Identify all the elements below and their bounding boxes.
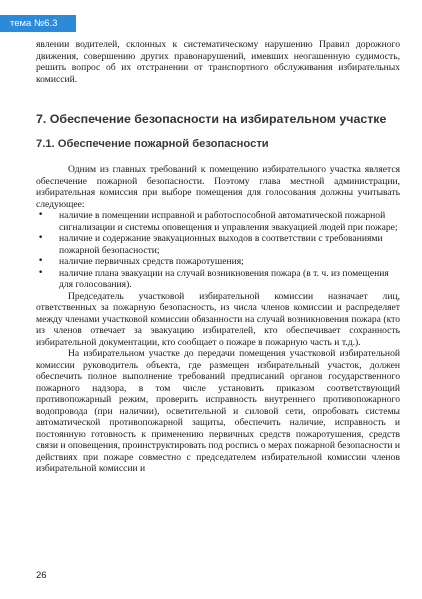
page-content (36, 39, 400, 475)
body-paragraph: На избирательном участке до передачи помещения участковой избирательной комиссии руководитель объекта, где размещен избирательный участок, должен обеспечить полное выполнение требований предписаний органов государственного пожарного надзора, в том числе установить приказом соответствующий противопожарный режим, проверить исправность внутреннего противопожарного водопровода (при наличии), осветительной и силовой сети, опробовать системы автоматической противопожарной защиты, обеспечить наличие, исправность и постоянную готовность к применению первичных средств пожаротушения, средств связи и оповещения, проинструктировать под роспись о мерах пожарной безопасности и действиях при пожаре совместно с председателем избирательной комиссии членов избирательной комиссии и (36, 348, 400, 474)
bullet-icon: • (38, 256, 44, 266)
list-item (36, 268, 400, 291)
intro-paragraph: явлении водителей, склонных к систематическому нарушению Правил дорожного движения, совершению других правонарушений, имевших неогашенную судимость, решить вопрос об их отстранении от транспортного обслуживания избирательных комиссий. (36, 39, 400, 85)
topic-tab: тема №6.3 (0, 15, 76, 32)
list-item (36, 210, 400, 233)
body-paragraph: Одним из главных требований к помещению избирательного участка является обеспечение пожарной безопасности. Поэтому глава местной администрации, избирательная комиссия при выборе помещения для голосования должны учитывать следующее: (36, 164, 400, 210)
section-title: 7. Обеспечение безопасности на избирательном участке (36, 112, 387, 126)
list-item (36, 256, 400, 268)
subsection-title: 7.1. Обеспечение пожарной безопасности (36, 138, 269, 150)
body-paragraph: Председатель участковой избирательной комиссии назначает лиц, ответственных за пожарную безопасность, из числа членов комиссии и распределяет между членами участковой комиссии обязанности на случай возникновения пожара (кто из членов отвечает за эвакуацию избирателей, кто обеспечивает сохранность избирательной документации, кто сообщает о пожаре в пожарную часть и т.д.). (36, 290, 400, 348)
list-item-text: наличие и содержание эвакуационных выходов в соответствии с требованиями пожарной безопасности; (59, 233, 383, 256)
list-item-text: наличие первичных средств пожаротушения; (59, 256, 244, 267)
bullet-icon: • (38, 267, 44, 278)
bullet-icon: • (38, 233, 44, 243)
list-item-text: наличие плана эвакуации на случай возникновения пожара (в т. ч. из помещения для голосования). (59, 267, 389, 290)
requirements-list (36, 210, 400, 291)
list-item (36, 233, 400, 256)
list-item-text: наличие в помещении исправной и работоспособной автоматической пожарной сигнализации и системы оповещения и управления эвакуацией людей при пожаре; (59, 210, 398, 233)
page-number: 26 (36, 570, 47, 581)
bullet-icon: • (38, 210, 44, 220)
